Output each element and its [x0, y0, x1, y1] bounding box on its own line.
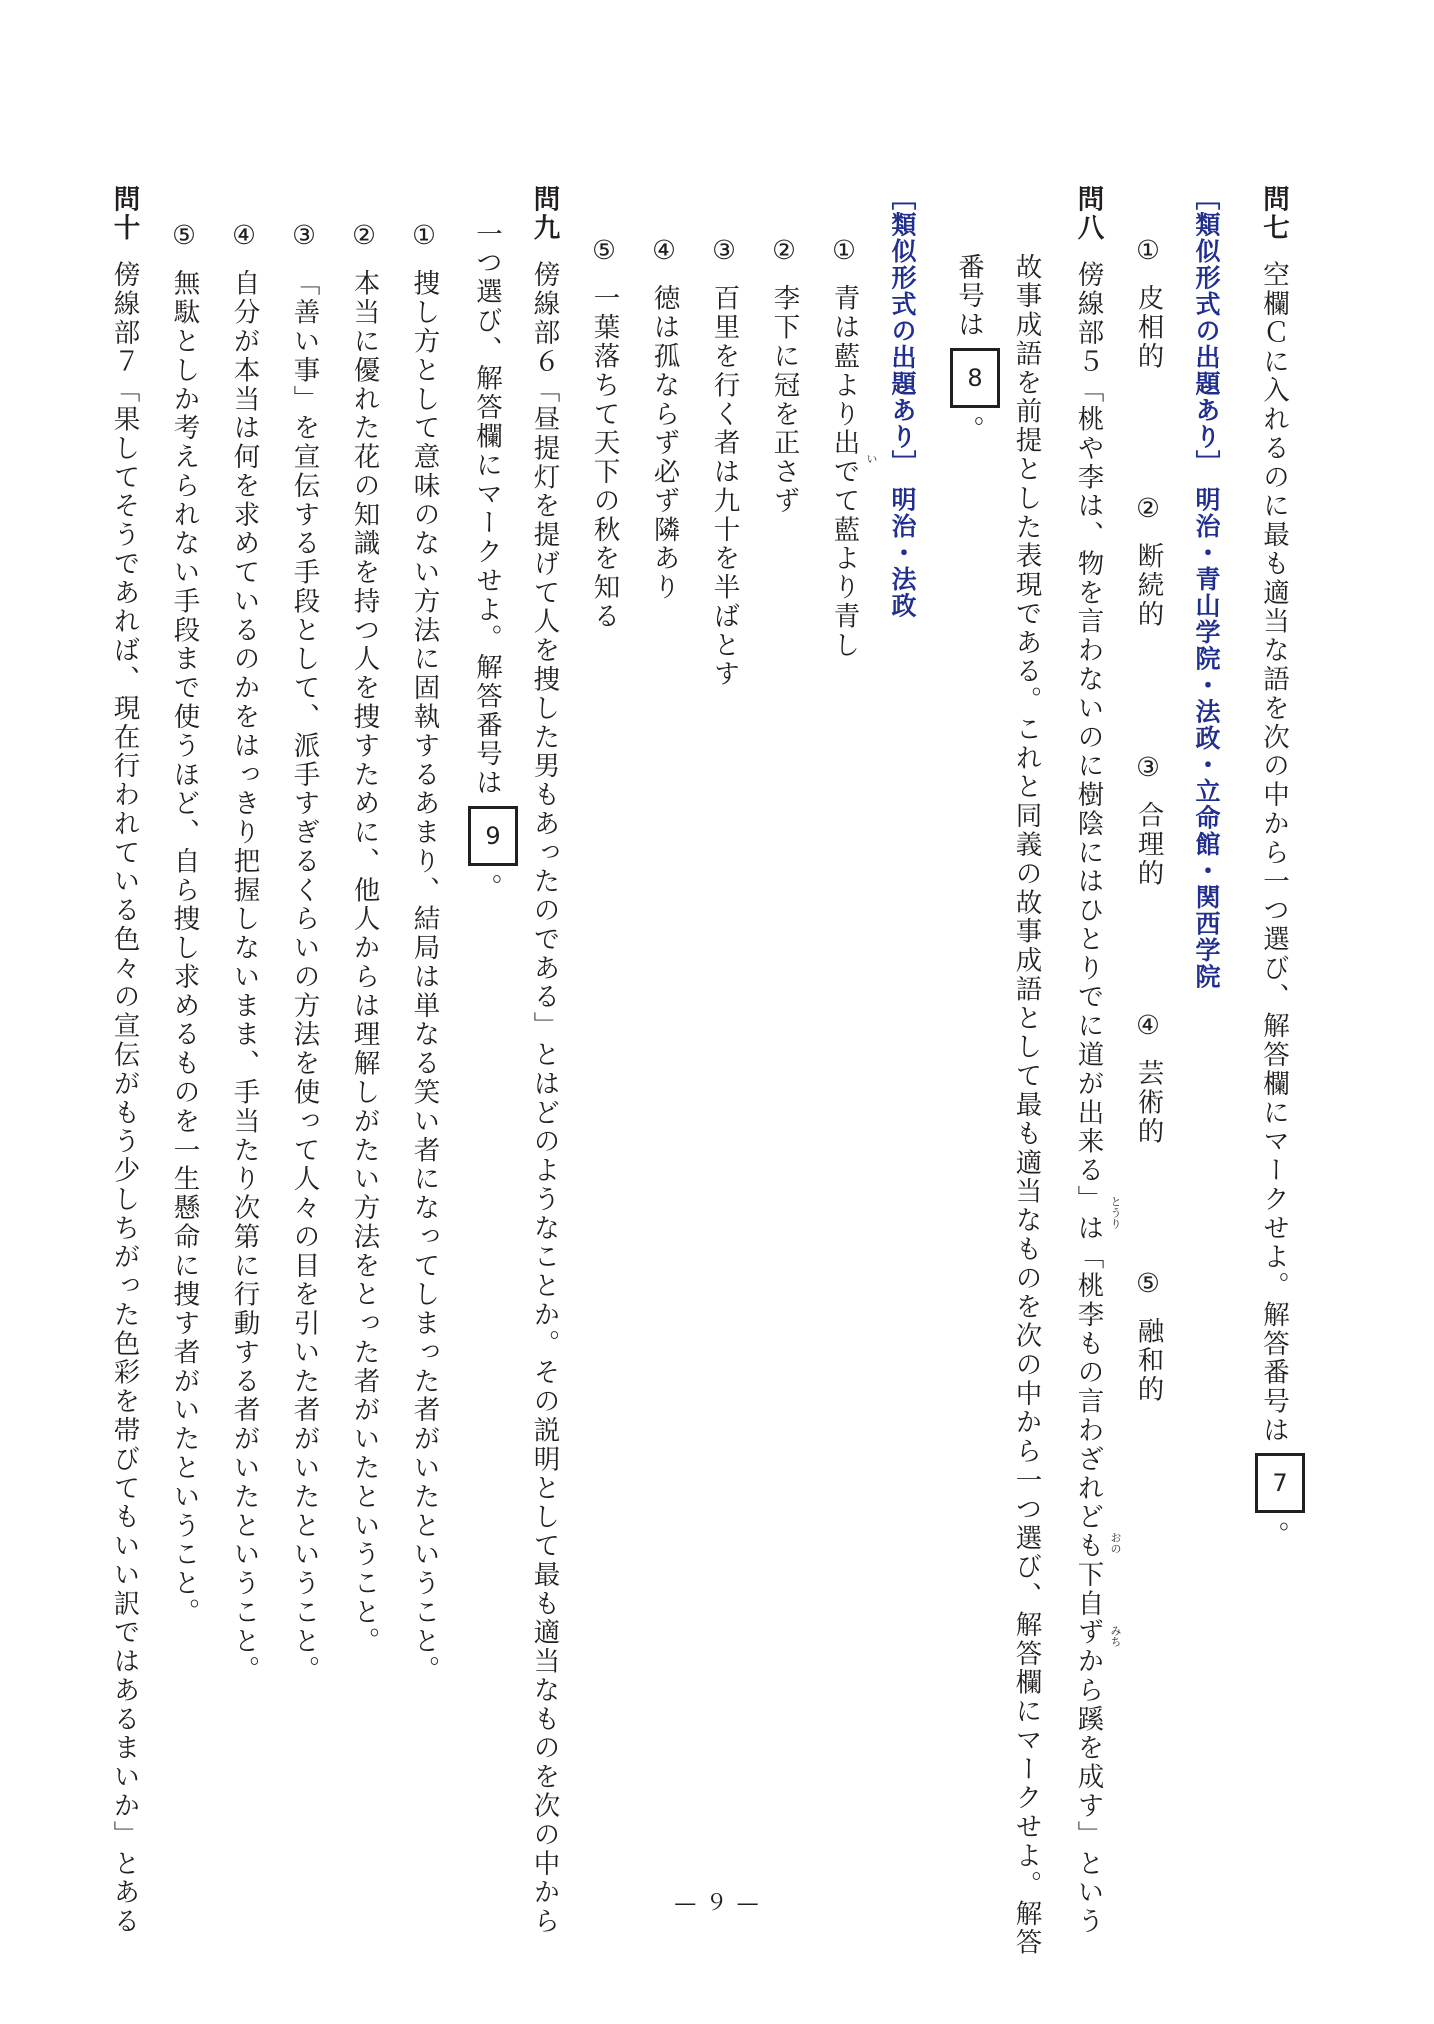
q8-label: 問八: [1072, 185, 1104, 243]
q8-stem-line1: [1072, 185, 1104, 1937]
option-text: 李下に冠を正さず: [768, 284, 800, 516]
q9-stem-line2: [468, 220, 518, 903]
option-text: 無駄としか考えられない手段まで使うほど、自ら捜し求めるものを一生懸命に捜す者がいたということ。: [168, 269, 200, 1627]
q7-option-5: [1132, 1268, 1164, 1405]
option-number: ⑤: [168, 220, 200, 254]
answer-box-8: 8: [950, 348, 1000, 408]
option-text: 自分が本当は何を求めているのかをはっきり把握しないまま、手当たり次第に行動する者がいたということ。: [228, 269, 260, 1685]
option-text: 皮相的: [1132, 284, 1164, 372]
q7-similar-tag: ［類似形式の出題あり］ 明治・青山学院・法政・立命館・関西学院: [1192, 185, 1221, 991]
q8-option-2: [768, 235, 800, 516]
q9-text-line2: 一つ選び、解答欄にマークせよ。解答番号は: [471, 220, 502, 798]
q8-text-line3: 番号は: [953, 253, 984, 340]
option-number: ②: [1132, 493, 1164, 527]
option-number: ①: [1132, 235, 1164, 269]
q8-option-1: [828, 235, 860, 660]
option-text: 断続的: [1132, 542, 1164, 630]
option-number: ②: [768, 235, 800, 269]
ruby-tori: とうり: [1109, 1196, 1122, 1229]
q9-label: 問九: [528, 185, 560, 243]
option-number: ⑤: [588, 235, 620, 269]
option-number: ③: [1132, 752, 1164, 786]
q9-option-4: [228, 220, 260, 1685]
option-text: 本当に優れた花の知識を持つ人を捜すために、他人からは理解しがたい方法をとった者がいたということ。: [348, 269, 380, 1656]
option-text: 捜し方として意味のない方法に固執するあまり、結局は単なる笑い者になってしまった者がいたということ。: [408, 269, 440, 1685]
q9-text-line1: 傍線部６「昼提灯を提げて人を捜した男もあったのである」とはどのようなことか。その説明として最も適当なものを次の中から: [528, 260, 560, 1937]
q8-similar-tag: ［類似形式の出題あり］ 明治・法政: [888, 185, 917, 620]
ruby-i: い: [865, 453, 878, 464]
q7-text: 空欄Ｃに入れるのに最も適当な語を次の中から一つ選び、解答欄にマークせよ。解答番号は: [1258, 260, 1289, 1446]
q8-stem-line3: [950, 253, 1000, 445]
option-number: ①: [828, 235, 860, 269]
q8-option-3: [708, 235, 740, 689]
q8-option-4: [648, 235, 680, 603]
q8-text-line1: 傍線部５「桃や李は、物を言わないのに樹陰にはひとりでに道が出来る」は「桃李もの言わざれども下自ずから蹊を成す」という: [1072, 260, 1104, 1937]
q9-option-1: [408, 220, 440, 1685]
option-text: 融和的: [1132, 1317, 1164, 1405]
q7-stem: [1255, 185, 1305, 1550]
q9-option-2: [348, 220, 380, 1656]
option-number: ④: [648, 235, 680, 269]
ruby-michi: みち: [1109, 1625, 1122, 1647]
option-text: 合理的: [1132, 801, 1164, 889]
q7-option-1: [1132, 235, 1164, 372]
answer-box-9: 9: [468, 806, 518, 866]
q9-option-5: [168, 220, 200, 1627]
q10-label: 問十: [108, 185, 140, 243]
option-number: ①: [408, 220, 440, 254]
q8-stem-line2: 故事成語を前提とした表現である。これと同義の故事成語として最も適当なものを次の中から一つ選び、解答欄にマークせよ。解答: [1010, 253, 1042, 1958]
q7-label: 問七: [1258, 185, 1289, 243]
q7-option-2: [1132, 493, 1164, 630]
option-number: ④: [228, 220, 260, 254]
option-number: ③: [288, 220, 320, 254]
option-text: 芸術的: [1132, 1059, 1164, 1147]
option-number: ②: [348, 220, 380, 254]
ruby-ono: おの: [1109, 1532, 1122, 1554]
q9-end: 。: [471, 873, 502, 903]
option-text: 百里を行く者は九十を半ばとす: [708, 284, 740, 689]
option-text: 「善い事」を宣伝する手段として、派手すぎるくらいの方法を使って人々の目を引いた者がいたということ。: [288, 269, 320, 1685]
page-number: — ９ —: [674, 1891, 760, 1916]
q9-option-3: [288, 220, 320, 1685]
answer-box-7: 7: [1255, 1453, 1305, 1513]
q7-option-3: [1132, 752, 1164, 889]
option-number: ④: [1132, 1010, 1164, 1044]
option-text: 一葉落ちて天下の秋を知る: [588, 284, 620, 632]
q10-stem-line1: [108, 185, 140, 1937]
q7-option-4: [1132, 1010, 1164, 1147]
q8-end: 。: [953, 415, 984, 445]
q9-stem-line1: [528, 185, 560, 1937]
option-number: ③: [708, 235, 740, 269]
option-text: 徳は孤ならず必ず隣あり: [648, 284, 680, 603]
q7-end: 。: [1258, 1521, 1289, 1550]
q8-option-5: [588, 235, 620, 632]
option-text: 青は藍より出でて藍より青し: [828, 284, 860, 660]
q10-text-line1: 傍線部７「果してそうであれば、現在行われている色々の宣伝がもう少しちがった色彩を帯びてもいい訳ではあるまいか」とある: [108, 260, 140, 1937]
option-number: ⑤: [1132, 1268, 1164, 1302]
